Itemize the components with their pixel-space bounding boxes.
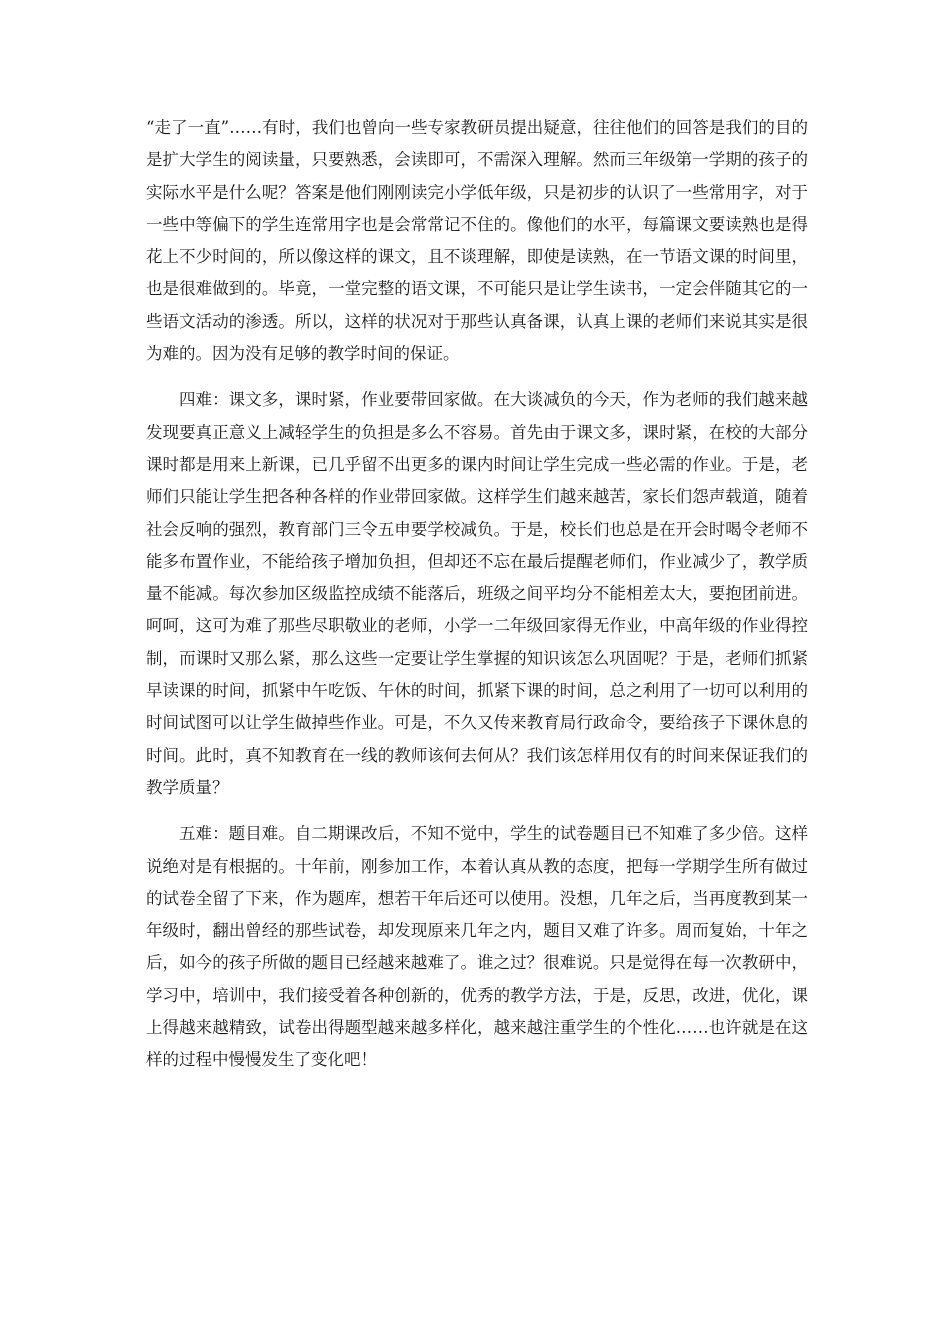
- paragraph-five-difficulties-questions: 五难：题目难。自二期课改后，不知不觉中，学生的试卷题目已不知难了多少倍。这样说绝对是有根据的。十年前，刚参加工作，本着认真从教的态度，把每一学期学生所有做过的试卷全留了下来，作为题库，想若干年后还可以使用。没想，几年之后，当再度教到某一年级时，翻出曾经的那些试卷，却发现原来几年之内，题目又难了许多。周而复始，十年之后，如今的孩子所做的题目已经越来越难了。谁之过？很难说。只是觉得在每一次教研中，学习中，培训中，我们接受着各种创新的，优秀的教学方法，于是，反思，改进，优化，课上得越来越精致，试卷出得题型越来越多样化，越来越注重学生的个性化……也许就是在这样的过程中慢慢发生了变化吧！: [146, 824, 808, 1070]
- paragraph-four-difficulties-homework: 四难：课文多，课时紧，作业要带回家做。在大谈减负的今天，作为老师的我们越来越发现要真正意义上减轻学生的负担是多么不容易。首先由于课文多，课时紧，在校的大部分课时都是用来上新课，已几乎留不出更多的课内时间让学生完成一些必需的作业。于是，老师们只能让学生把各种各样的作业带回家做。这样学生们越来越苦，家长们怨声载道，随着社会反响的强烈，教育部门三令五申要学校减负。于是，校长们也总是在开会时喝令老师不能多布置作业，不能给孩子增加负担，但却还不忘在最后提醒老师们，作业减少了，教学质量不能减。每次参加区级监控成绩不能落后，班级之间平均分不能相差太大，要抱团前进。呵呵，这可为难了那些尽职敬业的老师，小学一二年级回家得无作业，中高年级的作业得控制，而课时又那么紧，那么这些一定要让学生掌握的知识该怎么巩固呢？于是，老师们抓紧早读课的时间，抓紧中午吃饭、午休的时间，抓紧下课的时间，总之利用了一切可以利用的时间试图可以让学生做掉些作业。可是，不久又传来教育局行政命令，要给孩子下课休息的时间。此时，真不知教育在一线的教师该何去何从？我们该怎样用仅有的时间来保证我们的教学质量？: [146, 390, 808, 797]
- paragraph-reading-time: “走了一直”……有时，我们也曾向一些专家教研员提出疑意，往往他们的回答是我们的目的是扩大学生的阅读量，只要熟悉，会读即可，不需深入理解。然而三年级第一学期的孩子的实际水平是什么呢？答案是他们刚刚读完小学低年级，只是初步的认识了一些常用字，对于一些中等偏下的学生连常用字也是会常常记不住的。像他们的水平，每篇课文要读熟也是得花上不少时间的，所以像这样的课文，且不谈理解，即使是读熟，在一节语文课的时间里，也是很难做到的。毕竟，一堂完整的语文课，不可能只是让学生读书，一定会伴随其它的一些语文活动的渗透。所以，这样的状况对于那些认真备课，认真上课的老师们来说其实是很为难的。因为没有足够的教学时间的保证。: [146, 118, 808, 364]
- document-body: [146, 112, 808, 1077]
- paragraph-gap: [146, 804, 808, 818]
- paragraph-gap: [146, 370, 808, 384]
